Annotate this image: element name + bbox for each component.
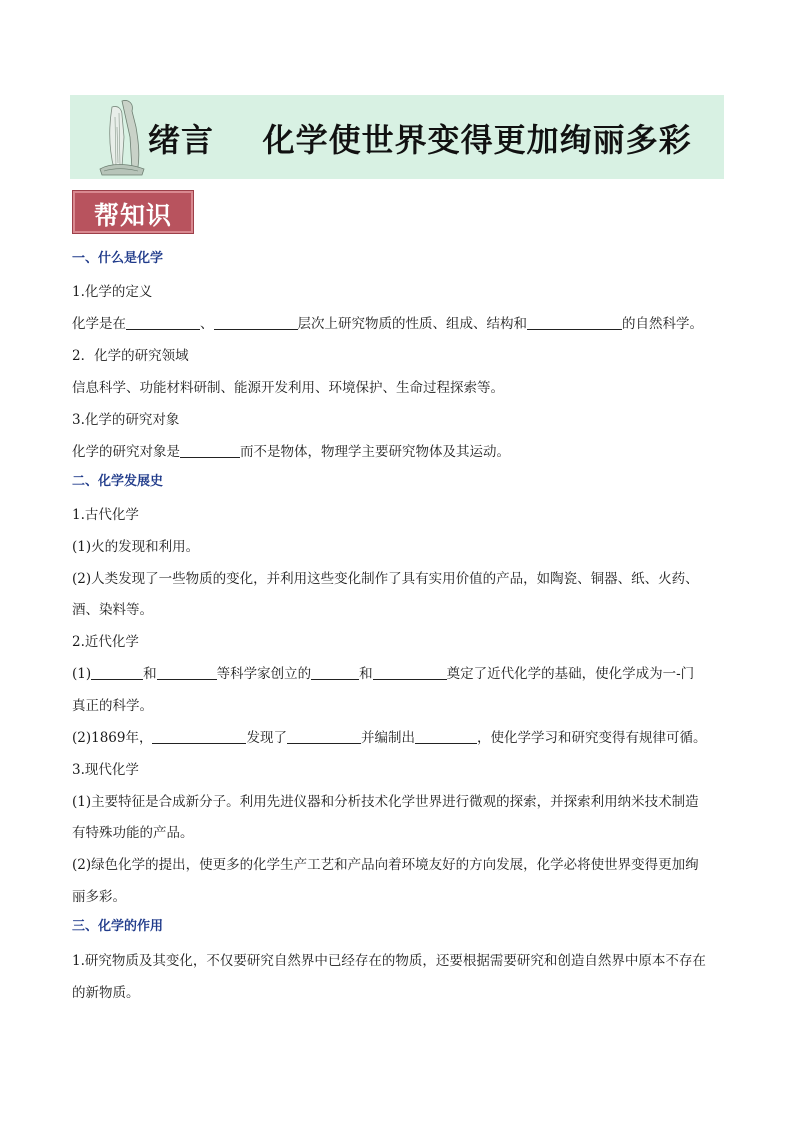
paragraph-line: (1)火的发现和利用。 xyxy=(72,539,200,555)
subheading: 2．化学的研究领域 xyxy=(72,348,189,364)
subheading: 1.化学的定义 xyxy=(72,284,153,300)
text-fragment: 奠定了近代化学的基础，使化学成为一-门 xyxy=(446,666,695,682)
text-fragment: 的自然科学。 xyxy=(622,316,703,332)
text-fragment: 层次上研究物质的性质、组成、结构和 xyxy=(297,316,527,332)
subheading: 2.近代化学 xyxy=(72,634,139,650)
paragraph-line xyxy=(72,728,706,748)
subheading: 1.古代化学 xyxy=(72,507,139,523)
page-title: 绪言 化学使世界变得更加绚丽多彩 xyxy=(148,121,692,159)
answer-blank[interactable] xyxy=(373,665,447,680)
answer-blank[interactable] xyxy=(214,315,298,330)
text-fragment: 并编制出 xyxy=(360,730,415,746)
text-fragment: 发现了 xyxy=(246,730,287,746)
text-fragment: 化学的研究对象是 xyxy=(72,444,180,460)
answer-blank[interactable] xyxy=(415,729,477,744)
paragraph-line xyxy=(72,314,703,334)
text-fragment: 和 xyxy=(143,666,157,682)
section-badge xyxy=(72,190,194,234)
title-banner xyxy=(70,95,724,179)
answer-blank[interactable] xyxy=(152,729,246,744)
paragraph-line: 酒、染料等。 xyxy=(72,602,153,618)
paragraph-line xyxy=(72,442,510,462)
text-fragment: 而不是物体，物理学主要研究物体及其运动。 xyxy=(240,444,510,460)
text-fragment: (2)1869年， xyxy=(72,730,153,746)
section-heading: 一、什么是化学 xyxy=(72,251,164,266)
answer-blank[interactable] xyxy=(287,729,361,744)
text-fragment: 等科学家创立的 xyxy=(216,666,312,682)
paragraph-line: 的新物质。 xyxy=(72,985,140,1001)
text-fragment: 、 xyxy=(200,316,214,332)
paragraph-line: 真正的科学。 xyxy=(72,698,153,714)
subheading: 3.化学的研究对象 xyxy=(72,412,180,428)
answer-blank[interactable] xyxy=(157,665,217,680)
subheading: 3.现代化学 xyxy=(72,762,139,778)
section-heading: 三、化学的作用 xyxy=(72,919,164,934)
text-fragment: 和 xyxy=(359,666,373,682)
paragraph-line: 有特殊功能的产品。 xyxy=(72,825,194,841)
section-heading: 二、化学发展史 xyxy=(72,474,164,489)
paragraph-line: 信息科学、功能材料研制、能源开发利用、环境保护、生命过程探索等。 xyxy=(72,380,504,396)
text-fragment: (1) xyxy=(72,666,92,682)
text-fragment: ，使化学学习和研究变得有规律可循。 xyxy=(476,730,707,746)
answer-blank[interactable] xyxy=(180,443,240,458)
answer-blank[interactable] xyxy=(527,315,622,330)
answer-blank[interactable] xyxy=(311,665,359,680)
paragraph-line: (1)主要特征是合成新分子。利用先进仪器和分析技术化学世界进行微观的探索，并探索利用纳米技术制造 xyxy=(72,794,699,810)
answer-blank[interactable] xyxy=(91,665,143,680)
paragraph-line: (2)绿色化学的提出，使更多的化学生产工艺和产品向着环境友好的方向发展，化学必将使世界变得更加绚 xyxy=(72,857,699,873)
text-fragment: 化学是在 xyxy=(72,316,126,332)
paragraph-line: 1.研究物质及其变化，不仅要研究自然界中已经存在的物质，还要根据需要研究和创造自然界中原本不存在 xyxy=(72,953,706,969)
paragraph-line: 丽多彩。 xyxy=(72,889,126,905)
paragraph-line: (2)人类发现了一些物质的变化，并利用这些变化制作了具有实用价值的产品，如陶瓷、铜器、纸、火药、 xyxy=(72,571,699,587)
waterfall-illustration-icon xyxy=(92,97,150,177)
section-badge-label: 帮知识 xyxy=(93,201,172,230)
paragraph-line xyxy=(72,664,694,684)
answer-blank[interactable] xyxy=(126,315,200,330)
